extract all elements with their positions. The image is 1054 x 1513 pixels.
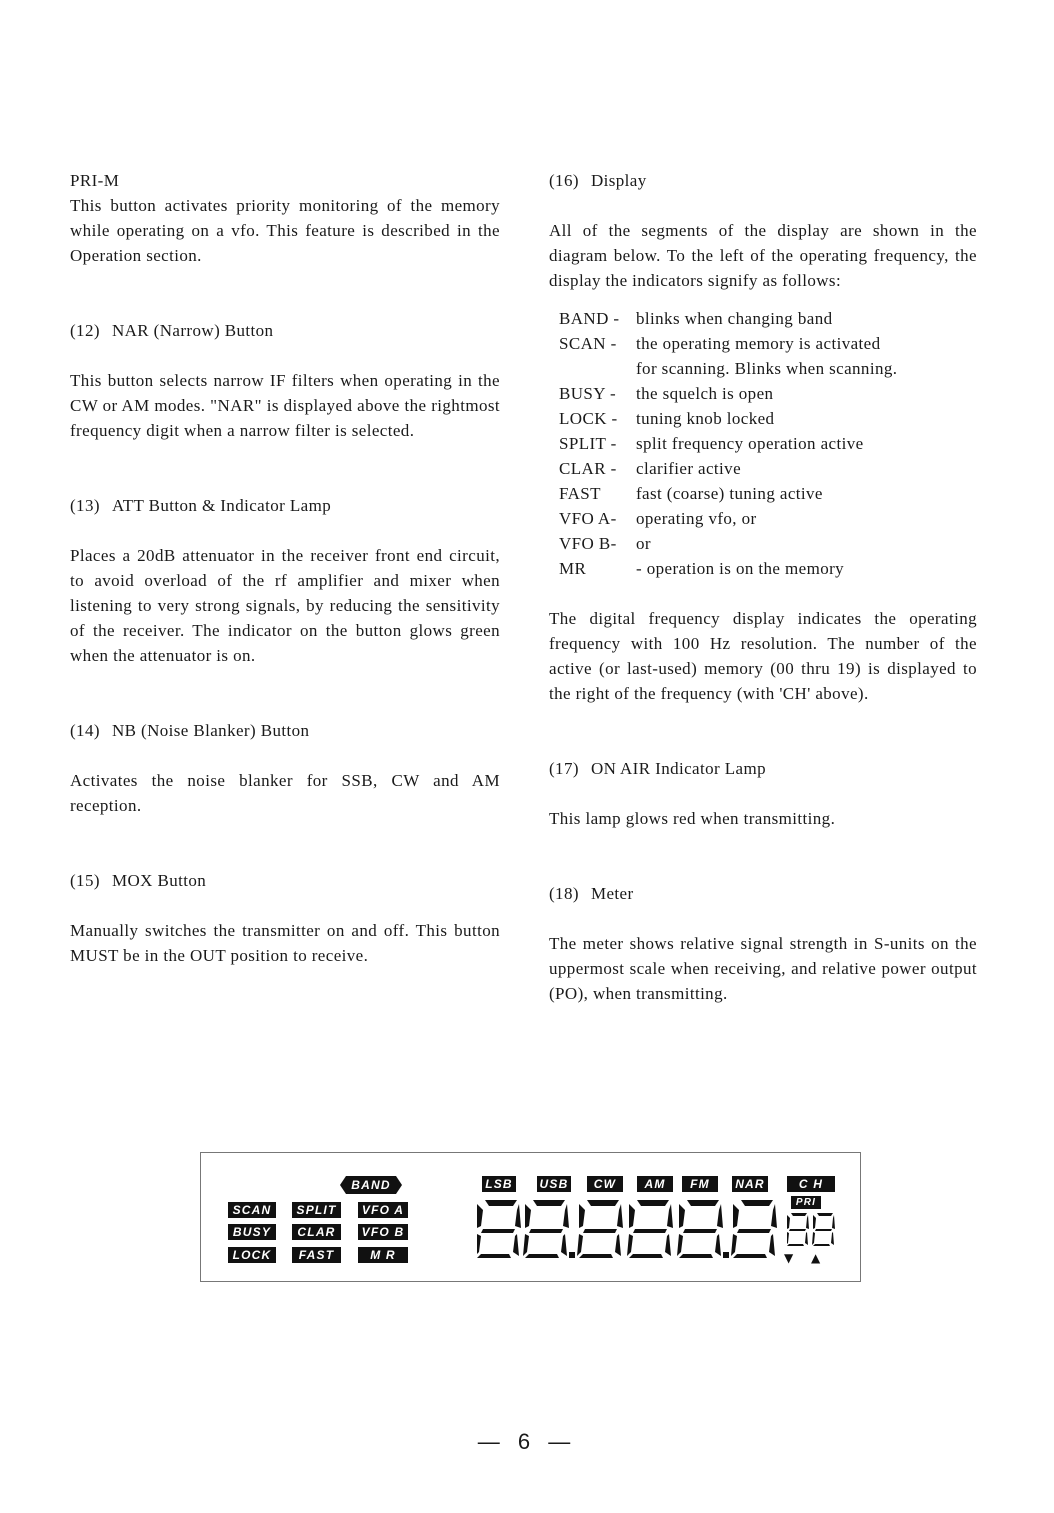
mr-indicator: M R bbox=[358, 1247, 408, 1263]
indicator-row: BUSY - the squelch is open bbox=[559, 384, 774, 403]
nb-body: Activates the noise blanker for SSB, CW and AM reception. bbox=[70, 771, 500, 815]
ch-indicator: C H bbox=[787, 1176, 835, 1192]
seven-segment-digit bbox=[677, 1200, 723, 1258]
indicator-row: SCAN - the operating memory is activated bbox=[559, 334, 881, 353]
seven-segment-digit bbox=[477, 1200, 521, 1258]
indicator-list bbox=[559, 306, 977, 581]
scan-indicator: SCAN bbox=[228, 1202, 276, 1218]
indicator-row: CLAR - clarifier active bbox=[559, 459, 742, 478]
clar-indicator: CLAR bbox=[292, 1224, 341, 1240]
display-outro: The digital frequency display indicates the operating frequency with 100 Hz resolution. The number of the active (or last-used) memory (00 thru 19) is displayed to the right of the frequency (with 'CH' above). bbox=[549, 609, 977, 703]
indicator-row: SPLIT - split frequency operation active bbox=[559, 434, 864, 453]
channel-digits bbox=[787, 1213, 839, 1247]
att-heading: (13) ATT Button & Indicator Lamp bbox=[70, 496, 332, 515]
meter-heading: (18) Meter bbox=[549, 884, 634, 903]
cw-indicator: CW bbox=[587, 1176, 623, 1192]
nb-heading: (14) NB (Noise Blanker) Button bbox=[70, 721, 310, 740]
indicator-continuation: for scanning. Blinks when scanning. bbox=[636, 359, 898, 378]
indicator-row: MR - operation is on the memory bbox=[559, 559, 845, 578]
fast-indicator: FAST bbox=[292, 1247, 341, 1263]
lsb-indicator: LSB bbox=[482, 1176, 516, 1192]
down-arrow-icon: ▼ bbox=[784, 1251, 794, 1265]
mox-heading: (15) MOX Button bbox=[70, 871, 207, 890]
nar-body: This button selects narrow IF filters when operating in the CW or AM modes. "NAR" is displayed above the rightmost frequency digit when a narrow filter is selected. bbox=[70, 371, 500, 440]
am-indicator: AM bbox=[637, 1176, 673, 1192]
indicator-row: BAND - blinks when changing band bbox=[559, 309, 833, 328]
up-arrow-icon: ▲ bbox=[811, 1251, 821, 1265]
meter-body: The meter shows relative signal strength in S-units on the uppermost scale when receiving, and relative power output (PO), when transmitting. bbox=[549, 934, 977, 1003]
display-intro: All of the segments of the display are shown in the diagram below. To the left of the operating frequency, the display the indicators signify as follows: bbox=[549, 221, 977, 290]
indicator-row: LOCK - tuning knob locked bbox=[559, 409, 775, 428]
decimal-point bbox=[723, 1252, 729, 1258]
decimal-point bbox=[569, 1252, 575, 1258]
band-indicator: BAND bbox=[340, 1176, 402, 1194]
display-diagram bbox=[200, 1152, 861, 1282]
on-air-heading: (17) ON AIR Indicator Lamp bbox=[549, 759, 766, 778]
display-heading: (16) Display bbox=[549, 171, 647, 190]
nar-indicator: NAR bbox=[732, 1176, 768, 1192]
seven-segment-digit bbox=[627, 1200, 673, 1258]
vfo-b-indicator: VFO B bbox=[358, 1224, 408, 1240]
pri-indicator: PRI bbox=[791, 1196, 821, 1209]
seven-segment-digit bbox=[577, 1200, 623, 1258]
seven-segment-digit bbox=[523, 1200, 569, 1258]
vfo-a-indicator: VFO A bbox=[358, 1202, 408, 1218]
indicator-row: FAST fast (coarse) tuning active bbox=[559, 484, 823, 503]
right-column bbox=[549, 168, 977, 1006]
on-air-body: This lamp glows red when transmitting. bbox=[549, 809, 836, 828]
page-number: — 6 — bbox=[477, 1429, 577, 1454]
indicator-row: VFO B- or bbox=[559, 534, 651, 553]
seven-segment-digit bbox=[731, 1200, 777, 1258]
frequency-digits bbox=[477, 1200, 777, 1260]
usb-indicator: USB bbox=[537, 1176, 571, 1192]
lock-indicator: LOCK bbox=[228, 1247, 276, 1263]
mox-body: Manually switches the transmitter on and off. This button MUST be in the OUT position to receive. bbox=[70, 921, 500, 965]
att-body: Places a 20dB attenuator in the receiver front end circuit, to avoid overload of the rf amplifier and mixer when listening to very strong signals, by reducing the sensitivity of the receiver. The indicator on the button glows green when the attenuator is on. bbox=[70, 546, 500, 665]
pri-m-body: This button activates priority monitoring of the memory while operating on a vfo. This feature is described in the Operation section. bbox=[70, 196, 500, 265]
nar-heading: (12) NAR (Narrow) Button bbox=[70, 321, 274, 340]
left-column bbox=[70, 168, 500, 968]
busy-indicator: BUSY bbox=[228, 1224, 276, 1240]
indicator-row: VFO A- operating vfo, or bbox=[559, 509, 757, 528]
split-indicator: SPLIT bbox=[292, 1202, 341, 1218]
pri-m-heading: PRI-M bbox=[70, 171, 120, 190]
fm-indicator: FM bbox=[682, 1176, 718, 1192]
